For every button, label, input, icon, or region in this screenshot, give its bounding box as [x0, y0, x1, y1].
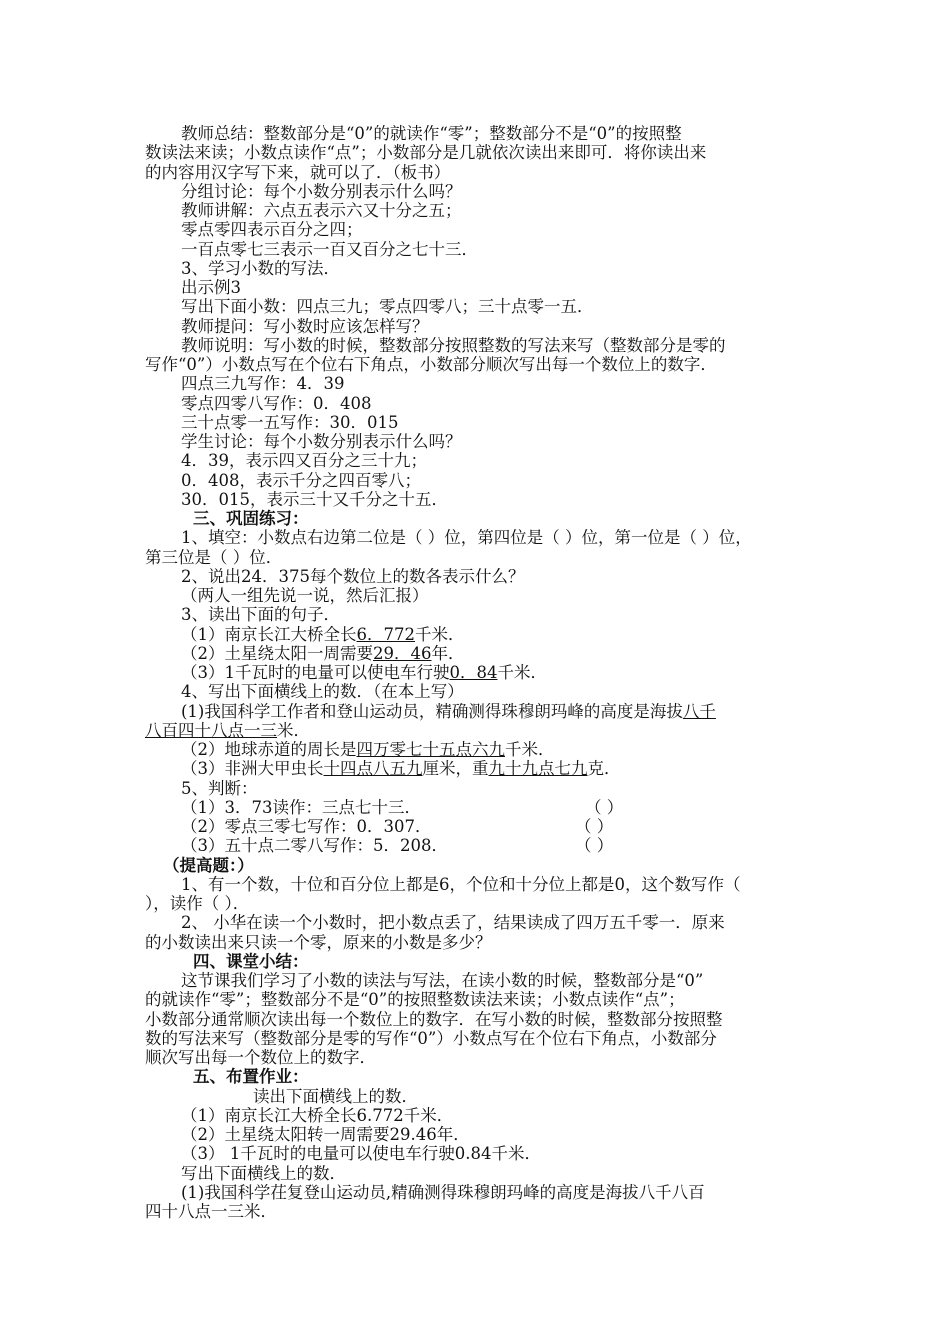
text-line: 这节课我们学习了小数的读法与写法，在读小数的时候，整数部分是“0” [181, 971, 704, 990]
underlined-number: 29．46 [373, 644, 432, 663]
text-line: 0．408，表示千分之四百零八； [181, 471, 421, 490]
underlined-number: 四万零七十五点六九 [356, 740, 505, 759]
answer-blank: （ ） [585, 798, 624, 817]
text-line: 零点四零八写作：0．408 [181, 394, 372, 413]
text-line: （两人一组先说一说，然后汇报） [181, 586, 429, 605]
text-line [145, 721, 310, 740]
underlined-number: 0．84 [449, 663, 498, 682]
underlined-number: 6．772 [356, 625, 415, 644]
text-line: 写作“0”）小数点写在个位右下角点，小数部分顺次写出每一个数位上的数字． [145, 355, 717, 374]
section-heading: 三、巩固练习： [193, 509, 309, 528]
text-line: 3、学习小数的写法． [181, 259, 340, 278]
text-line: 4、写出下面横线上的数．（在本上写） [181, 682, 464, 701]
section-heading: （提高题：） [163, 856, 254, 875]
text-line [181, 740, 555, 759]
text-line: 写出下面小数：四点三九；零点四零八；三十点零一五． [181, 297, 594, 316]
text-line: 1、填空：小数点右边第二位是（ ）位，第四位是（ ）位，第一位是（ ）位， [181, 528, 752, 547]
text-line: （2）土星绕太阳转一周需要29.46年． [181, 1125, 470, 1144]
text-segment: （3）非洲大甲虫长 [181, 759, 324, 778]
text-line: 的小数读出来只读一个零，原来的小数是多少？ [145, 933, 492, 952]
text-segment: 年． [431, 644, 465, 663]
text-line: 三十点零一五写作：30．015 [181, 413, 399, 432]
text-line: 30．015，表示三十又千分之十五． [181, 490, 448, 509]
text-line: （1）3．73读作：三点七十三． [181, 798, 421, 817]
text-line: （3） 1千瓦时的电量可以使电车行驶0.84千米． [181, 1144, 541, 1163]
text-segment: 克． [587, 759, 621, 778]
text-line: 小数部分通常顺次读出每一个数位上的数字．在写小数的时候，整数部分按照整 [145, 1010, 723, 1029]
text-line [181, 702, 716, 721]
text-line: 3、读出下面的句子． [181, 605, 340, 624]
text-line: 四十八点一三米． [145, 1202, 277, 1221]
text-line: 教师说明：写小数的时候，整数部分按照整数的写法来写（整数部分是零的 [181, 336, 726, 355]
section-heading: 四、课堂小结： [193, 952, 309, 971]
text-line [181, 759, 621, 778]
answer-blank: （ ） [575, 817, 614, 836]
text-segment: 厘米，重 [422, 759, 489, 778]
text-line [181, 644, 465, 663]
text-line: (1)我国科学茌复登山运动员,精确测得珠穆朗玛峰的高度是海拔八千八百 [181, 1183, 705, 1202]
text-segment: （3）1千瓦时的电量可以使电车行驶 [181, 663, 450, 682]
text-line: ），读作（ ）． [145, 894, 250, 913]
text-line: 2、 小华在读一个小数时，把小数点丢了，结果读成了四万五千零一．原来 [181, 913, 725, 932]
underlined-number: 九十九点七九 [488, 759, 588, 778]
answer-blank: （ ） [575, 836, 614, 855]
text-line: 数读法来读；小数点读作“点”；小数部分是几就依次读出来即可．将你读出来 [145, 143, 707, 162]
text-line: 一百点零七三表示一百又百分之七十三． [181, 240, 478, 259]
text-segment: 千米． [497, 663, 547, 682]
text-segment: 米． [277, 721, 310, 740]
text-line: （3）五十点二零八写作：5．208． [181, 836, 448, 855]
text-line: 的就读作“零”；整数部分不是“0”的按照整数读法来读；小数点读作“点”； [145, 990, 685, 1009]
text-line: 读出下面横线上的数． [253, 1087, 418, 1106]
section-heading: 五、布置作业： [193, 1067, 309, 1086]
text-line: （2）零点三零七写作：0．307． [181, 817, 432, 836]
text-line: 教师总结：整数部分是“0”的就读作“零”；整数部分不是“0”的按照整 [181, 124, 682, 143]
text-line: 数的写法来写（整数部分是零的写作“0”）小数点写在个位右下角点，小数部分 [145, 1029, 717, 1048]
underlined-number: 八百四十八点一三 [145, 721, 277, 740]
text-line [181, 663, 547, 682]
text-line: 教师讲解：六点五表示六又十分之五； [181, 201, 462, 220]
underlined-number: 八千 [682, 702, 716, 721]
text-line: 4．39，表示四又百分之三十九； [181, 451, 427, 470]
text-segment: （2）地球赤道的周长是 [181, 740, 357, 759]
text-line: 5、判断： [181, 779, 258, 798]
text-line: 学生讨论：每个小数分别表示什么吗？ [181, 432, 462, 451]
text-segment: （2）土星绕太阳一周需要 [181, 644, 373, 663]
text-line: 顺次写出每一个数位上的数字． [145, 1048, 376, 1067]
text-line: 的内容用汉字写下来，就可以了．（板书） [145, 163, 451, 182]
text-line [181, 625, 465, 644]
text-segment: (1)我国科学工作者和登山运动员，精确测得珠穆朗玛峰的高度是海拔 [181, 702, 683, 721]
text-line: 写出下面横线上的数． [181, 1164, 346, 1183]
text-line: 教师提问：写小数时应该怎样写？ [181, 317, 429, 336]
text-line: 四点三九写作：4．39 [181, 374, 345, 393]
text-segment: 千米． [415, 625, 465, 644]
text-line: 分组讨论：每个小数分别表示什么吗？ [181, 182, 462, 201]
text-segment: 千米． [505, 740, 555, 759]
text-line: 零点零四表示百分之四； [181, 220, 363, 239]
text-line: 1、有一个数，十位和百分位上都是6，个位和十分位上都是0，这个数写作（ [181, 875, 741, 894]
text-segment: （1）南京长江大桥全长 [181, 625, 357, 644]
text-line: 2、说出24．375每个数位上的数各表示什么？ [181, 567, 525, 586]
text-line: 出示例3 [181, 278, 241, 297]
text-line: （1）南京长江大桥全长6.772千米． [181, 1106, 454, 1125]
text-line: 第三位是（ ）位． [145, 548, 283, 567]
underlined-number: 十四点八五九 [323, 759, 423, 778]
